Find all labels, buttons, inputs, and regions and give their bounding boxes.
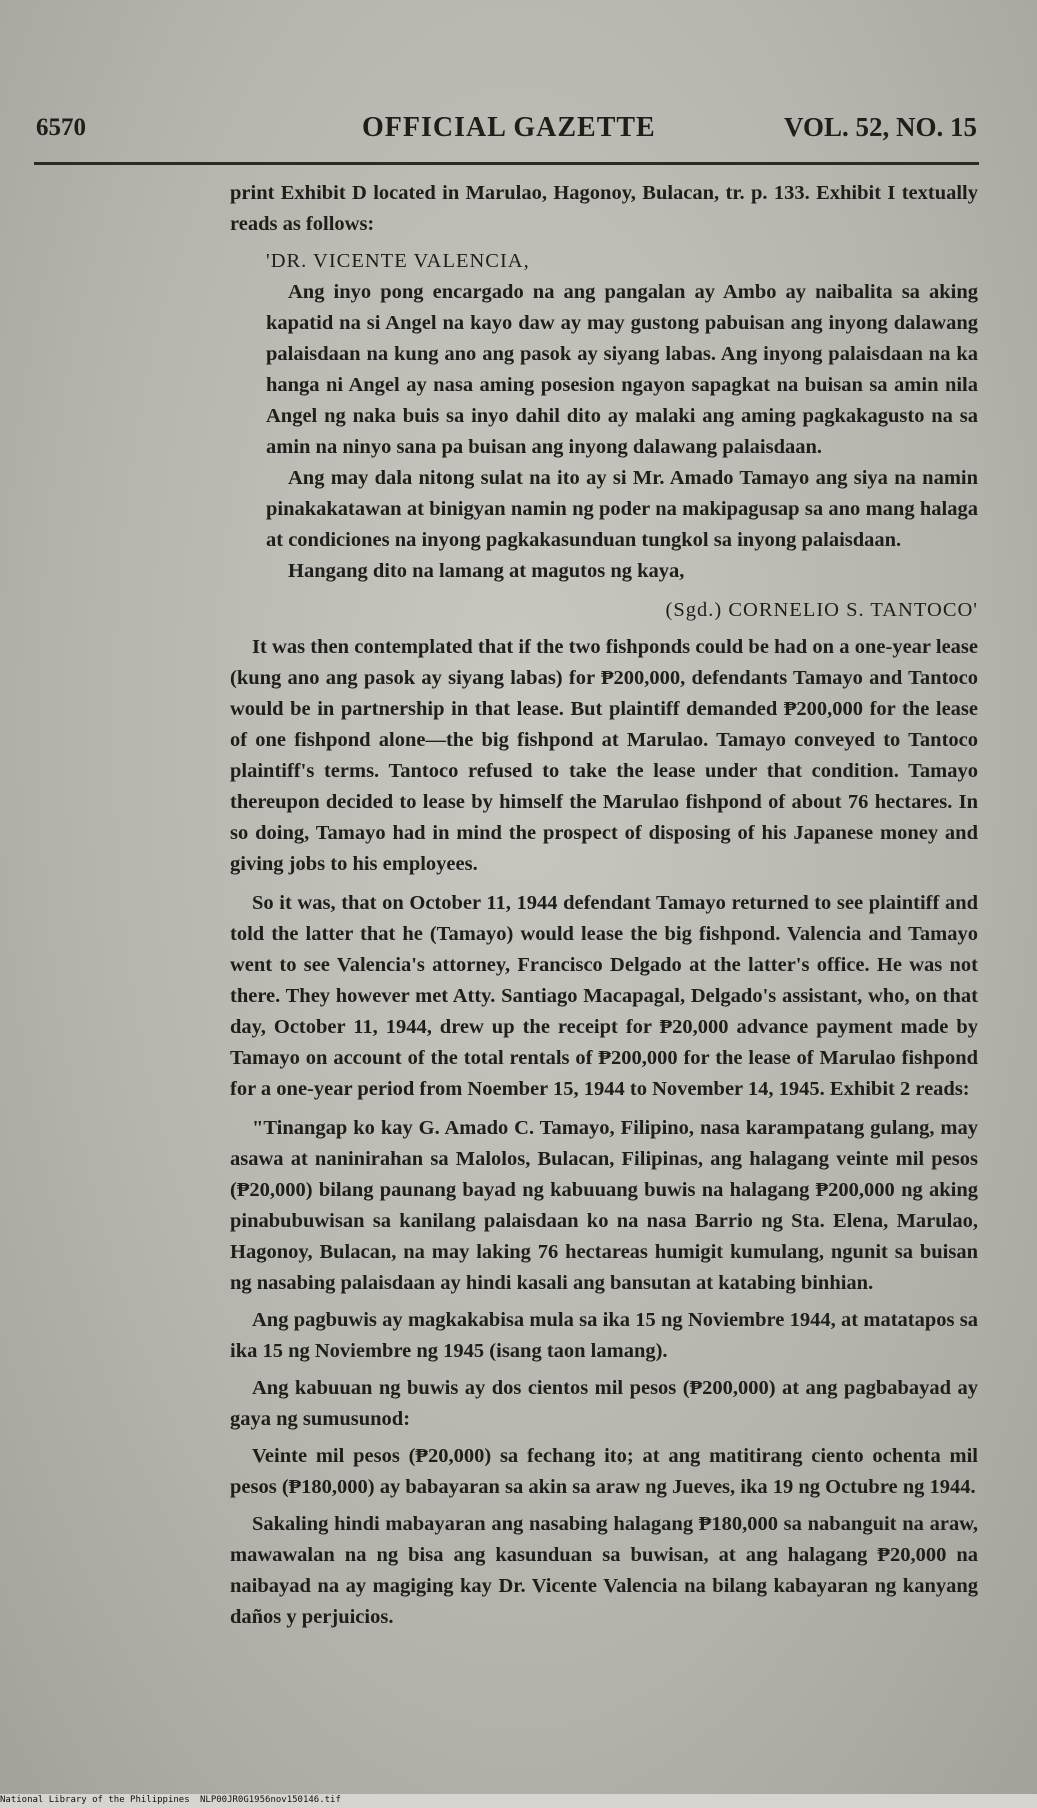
exhibit-letter [266,246,978,626]
scan-footer [0,1794,1037,1808]
receipt-paragraph: "Tinangap ko kay G. Amado C. Tamayo, Filipino, nasa karampatang gulang, may asawa at naninirahan sa Malolos, Bulacan, Filipinas, ang halagang veinte mil pesos (₱20,000) bilang paunang bayad ng kabuuang buwis na halagang ₱200,000 ng aking pinabubuwisan sa kanilang palaisdaan ko na nasa Barrio ng Sta. Elena, Marulao, Hagonoy, Bulacan, na may laking 76 hectareas humigit kumulang, ngunit sa buisan ng nasabing palaisdaan ay hindi kasali ang bansutan at katabing binhian. [230,1117,978,1294]
header-rule [34,162,979,165]
volume-number: VOL. 52, NO. 15 [784,112,977,142]
body-paragraph: So it was, that on October 11, 1944 defendant Tamayo returned to see plaintiff and told the latter that he (Tamayo) would lease the big fishpond. Valencia and Tamayo went to see Valencia's attorney, Francisco Delgado at the latter's office. He was not there. They however met Atty. Santiago Macapagal, Delgado's assistant, who, on that day, October 11, 1944, drew up the receipt for ₱20,000 advance payment made by Tamayo on account of the total rentals of ₱200,000 for the lease of Marulao fishpond for a one-year period from Noember 15, 1944 to November 14, 1945. Exhibit 2 reads: [230,892,978,1100]
page-header [36,112,977,152]
intro-paragraph: print Exhibit D located in Marulao, Hagonoy, Bulacan, tr. p. 133. Exhibit I textually reads as follows: [230,182,978,235]
page-number: 6570 [36,114,86,141]
letter-salutation: 'DR. VICENTE VALENCIA, [266,250,530,272]
letter-signature: (Sgd.) CORNELIO S. TANTOCO' [665,599,978,621]
receipt-paragraph: Sakaling hindi mabayaran ang nasabing halagang ₱180,000 sa nabanguit na araw, mawawalan na ng bisa ang kasunduan sa buwisan, at ang halagang ₱20,000 na naibayad na ay magiging kay Dr. Vicente Valencia na bilang kabayaran ng kanyang daños y perjuicios. [230,1513,978,1628]
letter-paragraph: Ang may dala nitong sulat na ito ay si Mr. Amado Tamayo ang siya na namin pinakakatawan at binigyan namin ng poder na makipagusap sa ano mang halaga at condiciones na inyong pagkakasunduan tungkol sa inyong palaisdaan. [266,467,978,551]
scan-filename: NLP00JR0G1956nov150146.tif [200,1795,341,1805]
article-body [230,178,978,1639]
exhibit-receipt [230,1113,978,1633]
letter-paragraph: Ang inyo pong encargado na ang pangalan ay Ambo ay naibalita sa aking kapatid na si Angel na kayo daw ay may gustong pabuisan ang inyong dalawang palaisdaan na kung ano ang pasok ay siyang labas. Ang inyong palaisdaan na ka hanga ni Angel ay nasa aming posesion ngayon sapagkat na buisan sa amin nila Angel ng naka buis sa inyo dahil dito ay malaki ang aming pagkakagusto na sa amin na ninyo sana pa buisan ang inyong dalawang palaisdaan. [266,281,978,458]
body-paragraph: It was then contemplated that if the two fishponds could be had on a one-year lease (kung ano ang pasok ay siyang labas) for ₱200,000, defendants Tamayo and Tantoco would be in partnership in that lease. But plaintiff demanded ₱200,000 for the lease of one fishpond alone—the big fishpond at Marulao. Tamayo conveyed to Tantoco plaintiff's terms. Tantoco refused to take the lease under that condition. Tamayo thereupon decided to lease by himself the Marulao fishpond of about 76 hectares. In so doing, Tamayo had in mind the prospect of disposing of his Japanese money and giving jobs to his employees. [230,636,978,875]
letter-paragraph: Hangang dito na lamang at magutos ng kaya, [288,560,685,582]
publication-title: OFFICIAL GAZETTE [362,112,656,143]
receipt-paragraph: Ang kabuuan ng buwis ay dos cientos mil pesos (₱200,000) at ang pagbabayad ay gaya ng sumusunod: [230,1377,978,1430]
library-credit: National Library of the Philippines [0,1795,190,1805]
receipt-paragraph: Veinte mil pesos (₱20,000) sa fechang ito; at ang matitirang ciento ochenta mil pesos (₱180,000) ay babayaran sa akin sa araw ng Jueves, ika 19 ng Octubre ng 1944. [230,1445,978,1498]
receipt-paragraph: Ang pagbuwis ay magkakabisa mula sa ika 15 ng Noviembre 1944, at matatapos sa ika 15 ng Noviembre ng 1945 (isang taon lamang). [230,1309,978,1362]
